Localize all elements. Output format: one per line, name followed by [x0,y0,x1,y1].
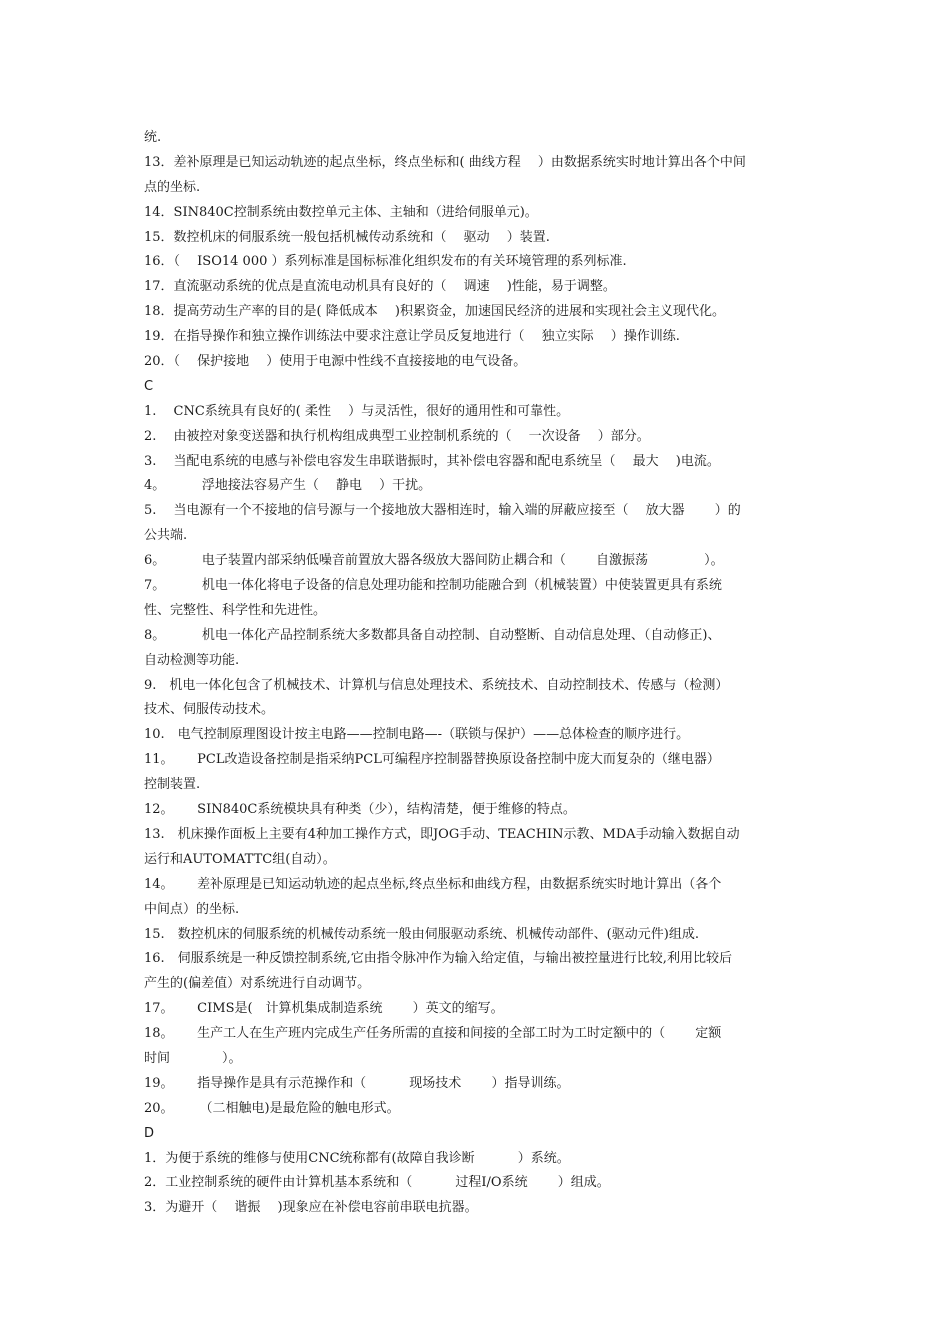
text-line: 15．数控机床的伺服系统一般包括机械传动系统和（ 驱动 ）装置. [144,229,550,245]
text-line: 10. 电气控制原理图设计按主电路——控制电路—-（联锁与保护）——总体检查的顺序进行。 [144,727,690,743]
text-line: 1. CNC系统具有良好的( 柔性 ）与灵活性，很好的通用性和可靠性。 [144,403,570,419]
text-line: 2. 由被控对象变送器和执行机构组成典型工业控制机系统的（ 一次设备 ）部分。 [144,428,650,444]
text-line: 13．差补原理是已知运动轨迹的起点坐标，终点坐标和( 曲线方程 ）由数据系统实时地计算出各个中间 [144,154,746,170]
document-body [144,126,808,1221]
text-line: 3．为避开（ 谐振 )现象应在补偿电容前串联电抗器。 [144,1200,478,1216]
text-line: 性、完整性、科学性和先进性。 [144,602,327,618]
text-line: 1．为便于系统的维修与使用CNC统称都有(故障自我诊断 ）系统。 [144,1150,570,1166]
text-line: 时间 ）。 [144,1050,242,1066]
text-line: 9. 机电一体化包含了机械技术、计算机与信息处理技术、系统技术、自动控制技术、传感与（检测） [144,677,729,693]
text-line: 19。 指导操作是具有示范操作和（ 现场技术 ）指导训练。 [144,1075,570,1091]
text-line: 公共端. [144,528,188,544]
section-heading-d: D [144,1125,155,1141]
text-line: 自动检测等功能. [144,652,240,668]
text-line: 2．工业控制系统的硬件由计算机基本系统和（ 过程I/O系统 ）组成。 [144,1175,610,1191]
text-line: 4。 浮地接法容易产生（ 静电 ）干扰。 [144,478,432,494]
text-line: 20．（ 保护接地 ）使用于电源中性线不直接接地的电气设备。 [144,354,527,370]
text-line: 运行和AUTOMATTC组(自动）。 [144,851,336,867]
text-line: 18．提高劳动生产率的目的是( 降低成本 )积累资金，加速国民经济的进展和实现社会主义现代化。 [144,304,725,320]
text-line: 13. 机床操作面板上主要有4种加工操作方式，即JOG手动、TEACHIN示教、MDA手动输入数据自动 [144,826,740,842]
text-line: 11。 PCL改造设备控制是指采纳PCL可编程序控制器替换原设备控制中庞大而复杂的（继电器） [144,752,720,768]
text-line: 技术、伺服传动技术。 [144,702,275,718]
text-line: 产生的(偏差值）对系统进行自动调节。 [144,976,371,992]
section-heading-c: C [144,378,154,394]
text-line: 中间点）的坐标. [144,901,240,917]
text-line: 5. 当电源有一个不接地的信号源与一个接地放大器相连时，输入端的屏蔽应接至（ 放大器 ）的 [144,503,741,519]
text-line: 控制装置. [144,777,201,793]
text-line: 6。 电子装置内部采纳低噪音前置放大器各级放大器间防止耦合和（ 自激振荡 ）。 [144,553,724,569]
text-line: 12。 SIN840C系统模块具有种类（少），结构清楚，便于维修的特点。 [144,802,576,818]
text-line: 7。 机电一体化将电子设备的信息处理功能和控制功能融合到（机械装置）中使装置更具有系统 [144,578,722,594]
text-line: 8。 机电一体化产品控制系统大多数都具备自动控制、自动整断、自动信息处理、（自动修正)、 [144,627,721,643]
text-line: 18。 生产工人在生产班内完成生产任务所需的直接和间接的全部工时为工时定额中的（ 定额 [144,1026,722,1042]
text-line: 点的坐标. [144,179,201,195]
text-line: 20。 （二相触电)是最危险的触电形式。 [144,1100,400,1116]
text-line: 19．在指导操作和独立操作训练法中要求注意让学员反复地进行（ 独立实际 ）操作训练. [144,329,680,345]
text-line: 3. 当配电系统的电感与补偿电容发生串联谐振时，其补偿电容器和配电系统呈（ 最大 )电流。 [144,453,720,469]
text-line: 15. 数控机床的伺服系统的机械传动系统一般由伺服驱动系统、机械传动部件、(驱动元件)组成. [144,926,699,942]
text-line: 14．SIN840C控制系统由数控单元主体、主轴和（进给伺服单元)。 [144,204,538,220]
text-line: 17．直流驱动系统的优点是直流电动机具有良好的（ 调速 )性能，易于调整。 [144,279,616,295]
text-line: 16．（ ISO14 000 ）系列标准是国标标准化组织发布的有关环境管理的系列标准. [144,254,627,270]
text-line: 14。 差补原理是已知运动轨迹的起点坐标,终点坐标和曲线方程，由数据系统实时地计算出（各个 [144,876,722,892]
text-line: 统. [144,130,162,145]
text-line: 16. 伺服系统是一种反馈控制系统,它由指令脉冲作为输入给定值，与输出被控量进行比较,利用比较后 [144,951,732,967]
text-line: 17。 CIMS是( 计算机集成制造系统 ）英文的缩写。 [144,1001,504,1017]
